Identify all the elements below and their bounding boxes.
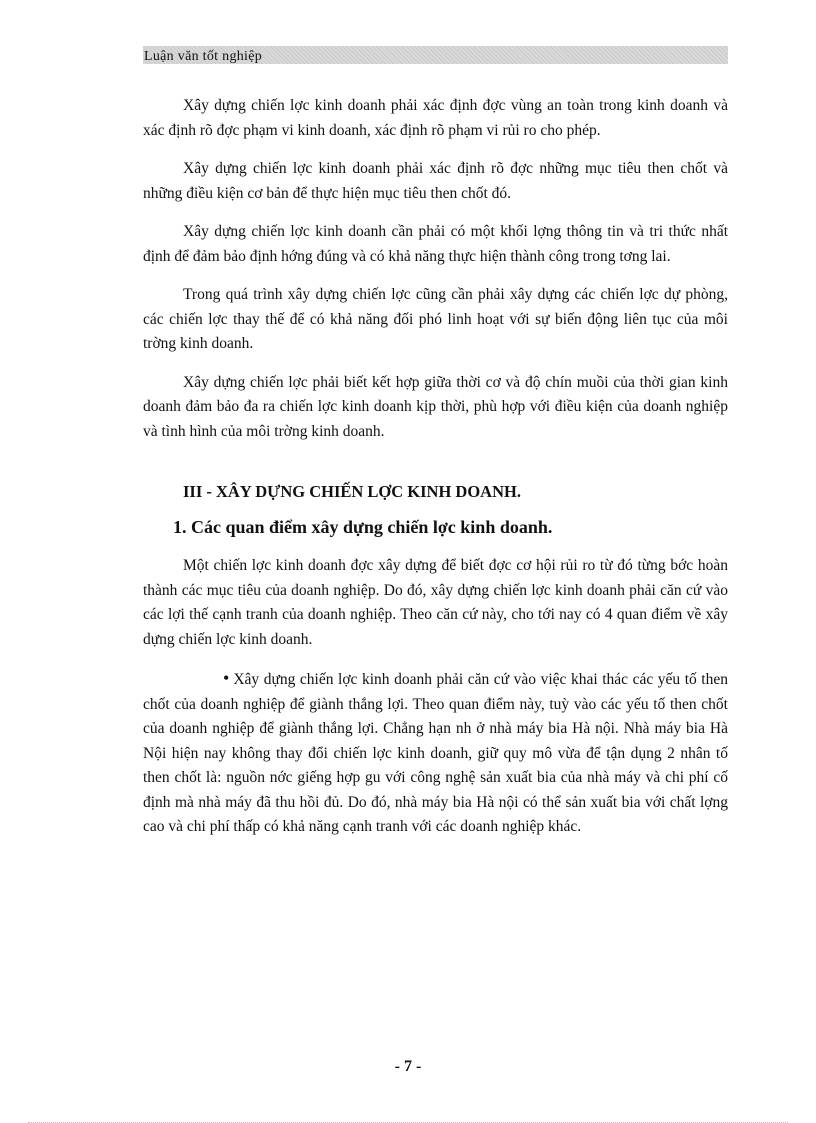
paragraph: Một chiến lợc kinh doanh đợc xây dựng để biết đợc cơ hội rủi ro từ đó từng bớc hoàn thành các mục tiêu của doanh nghiệp. Do đó, xây dựng chiến lợc kinh doanh phải căn cứ vào các lợi thế cạnh tranh của doanh nghiệp. Theo căn cứ này, cho tới nay có 4 quan điểm về xây dựng chiến lợc kinh doanh. [143,557,728,648]
document-body [143,94,728,854]
bullet-paragraph [143,666,728,840]
page-number: - 7 - [394,1058,422,1075]
paragraph: Xây dựng chiến lợc phải biết kết hợp giữa thời cơ và độ chín muồi của thời gian kinh doanh đảm bảo đa ra chiến lợc kinh doanh kịp thời, phù hợp với điều kiện của doanh nghiệp và tình hình của môi trờng kinh doanh. [143,373,728,440]
section-heading: III - XÂY DỰNG CHIẾN LỢC KINH DOANH. [183,482,521,501]
bullet-text: Xây dựng chiến lợc kinh doanh phải căn cứ vào việc khai thác các yếu tố then chốt của doanh nghiệp để giành thắng lợi. Theo quan điểm này, tuỳ vào các yếu tố then chốt của doanh nghiệp để giành thắng lợi. Chẳng hạn nh ở nhà máy bia Hà nội. Nhà máy bia Hà Nội hiện nay không thay đổi chiến lợc kinh doanh, giữ quy mô vừa để tận dụng 2 nhân tố then chốt là: nguồn nớc giếng hợp gu với công nghệ sản xuất bia của nhà máy và chi phí cố định mà nhà máy đã thu hồi đủ. Do đó, nhà máy bia Hà nội có thể sản xuất bia với chất lợng cao và chi phí thấp có khả năng cạnh tranh với các doanh nghiệp khác. [143,671,728,835]
bullet-icon: • [223,668,230,688]
paragraph: Trong quá trình xây dựng chiến lợc cũng cần phải xây dựng các chiến lợc dự phòng, các chiến lợc thay thế để có khả năng đối phó linh hoạt với sự biến động liên tục của môi trờng kinh doanh. [143,286,728,352]
paragraph: Xây dựng chiến lợc kinh doanh phải xác định đợc vùng an toàn trong kinh doanh và xác định rõ đợc phạm vi kinh doanh, xác định rõ phạm vi rủi ro cho phép. [143,97,728,139]
paragraph: Xây dựng chiến lợc kinh doanh phải xác định rõ đợc những mục tiêu then chốt và những điều kiện cơ bản để thực hiện mục tiêu then chốt đó. [143,160,728,202]
running-header: Luận văn tốt nghiệp [144,49,263,64]
paragraph: Xây dựng chiến lợc kinh doanh cần phải có một khối lợng thông tin và tri thức nhất định để đảm bảo định hớng đúng và có khả năng thực hiện thành công trong tơng lai. [143,223,728,265]
subsection-heading: 1. Các quan điểm xây dựng chiến lợc kinh doanh. [173,517,553,537]
